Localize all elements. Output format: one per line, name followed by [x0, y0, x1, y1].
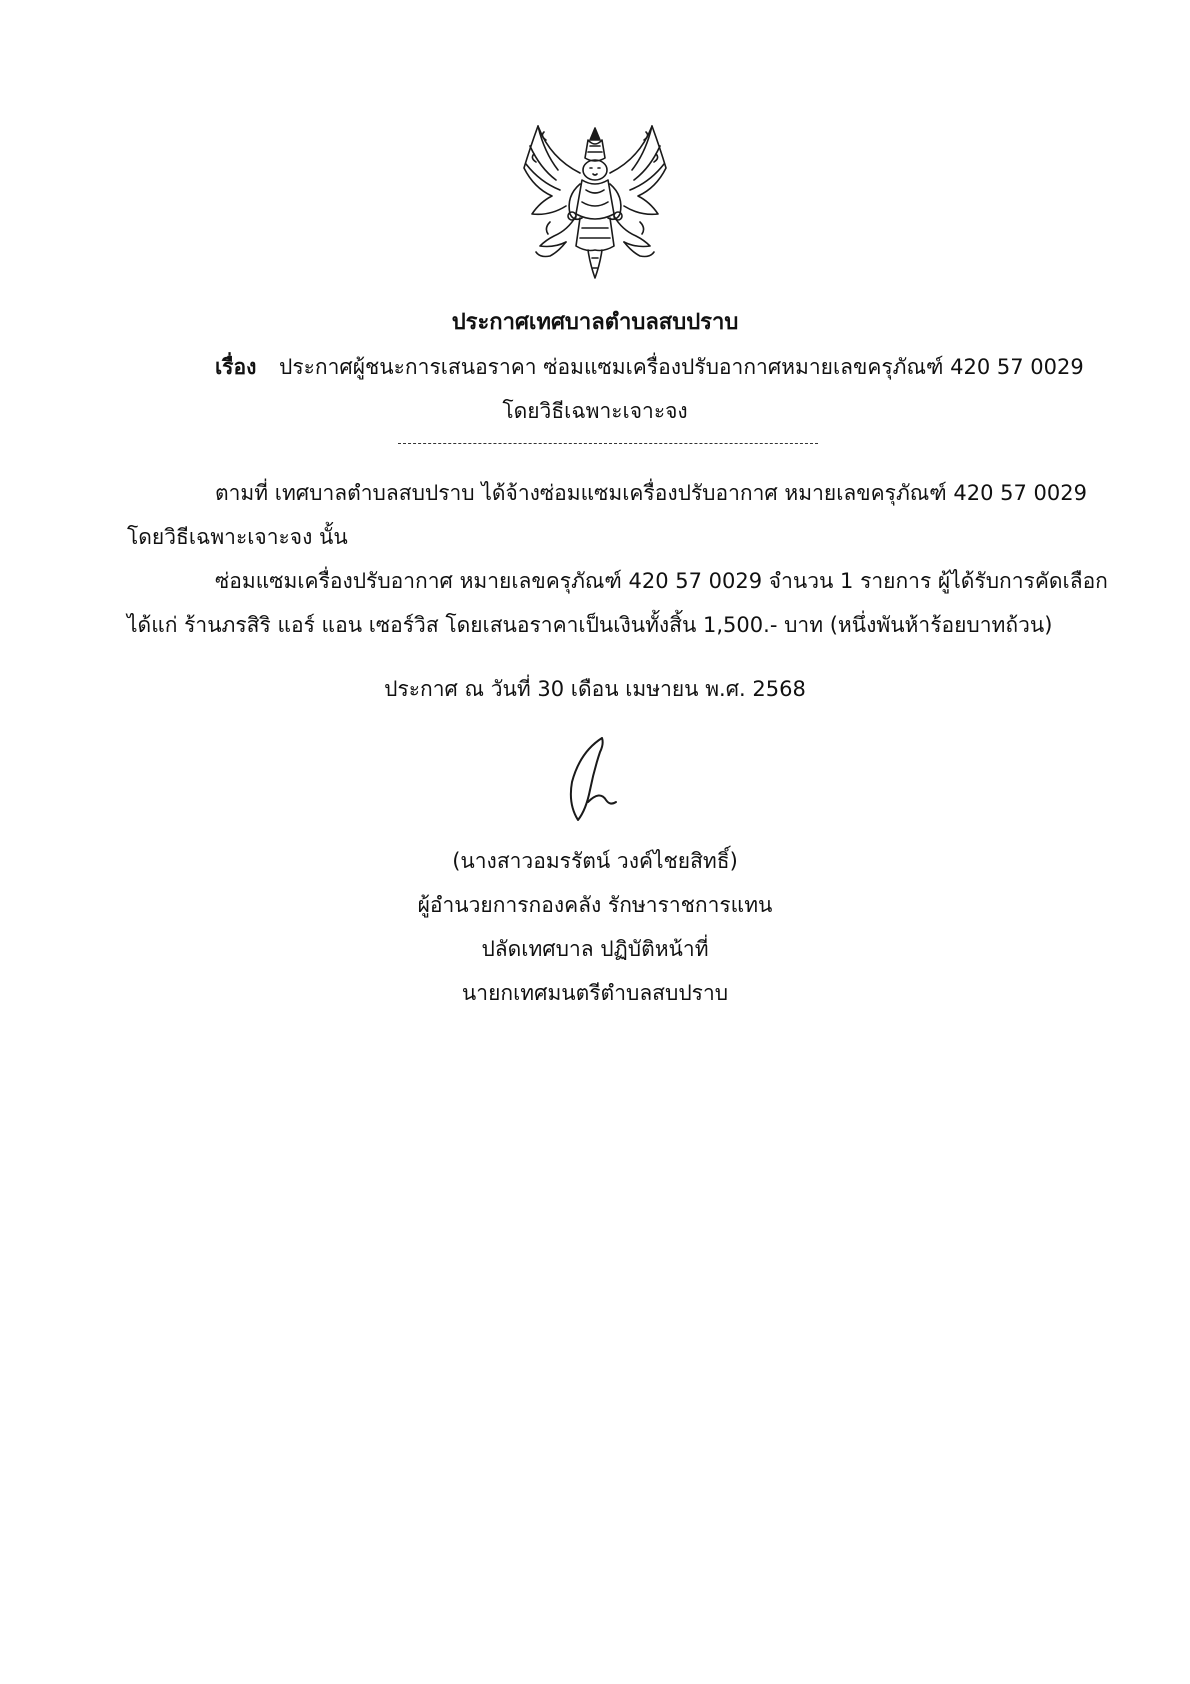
subject-method: โดยวิธีเฉพาะเจาะจง — [502, 399, 688, 423]
paragraph-2-line-2: ได้แก่ ร้านภรสิริ แอร์ แอน เซอร์วิส โดยเสนอราคาเป็นเงินทั้งสิ้น 1,500.- บาท (หนึ่งพันห้าร้อยบาทถ้วน) — [127, 613, 1053, 637]
subject-line — [215, 352, 1084, 382]
signatory-position-1: ผู้อำนวยการกองคลัง รักษาราชการแทน — [417, 893, 773, 917]
signatory-position-2: ปลัดเทศบาล ปฏิบัติหน้าที่ — [481, 937, 709, 961]
paragraph-2-line-1: ซ่อมแซมเครื่องปรับอากาศ หมายเลขครุภัณฑ์ 420 57 0029 จำนวน 1 รายการ ผู้ได้รับการคัดเลือก — [215, 569, 1108, 593]
paragraph-1-line-1: ตามที่ เทศบาลตำบลสบปราบ ได้จ้างซ่อมแซมเครื่องปรับอากาศ หมายเลขครุภัณฑ์ 420 57 0029 — [215, 481, 1087, 505]
subject-label: เรื่อง — [215, 355, 257, 379]
handwritten-signature — [560, 730, 640, 830]
signatory-name: (นางสาวอมรรัตน์ วงค์ไชยสิทธิ์) — [452, 849, 738, 873]
document-title: ประกาศเทศบาลตำบลสบปราบ — [451, 310, 739, 335]
paragraph-1-line-2: โดยวิธีเฉพาะเจาะจง นั้น — [127, 525, 348, 549]
announcement-date: ประกาศ ณ วันที่ 30 เดือน เมษายน พ.ศ. 2568 — [384, 677, 806, 701]
subject-text: ประกาศผู้ชนะการเสนอราคา ซ่อมแซมเครื่องปรับอากาศหมายเลขครุภัณฑ์ 420 57 0029 — [279, 355, 1084, 379]
separator-line — [398, 443, 818, 444]
garuda-emblem-icon — [510, 118, 680, 290]
signatory-position-3: นายกเทศมนตรีตำบลสบปราบ — [461, 981, 729, 1005]
